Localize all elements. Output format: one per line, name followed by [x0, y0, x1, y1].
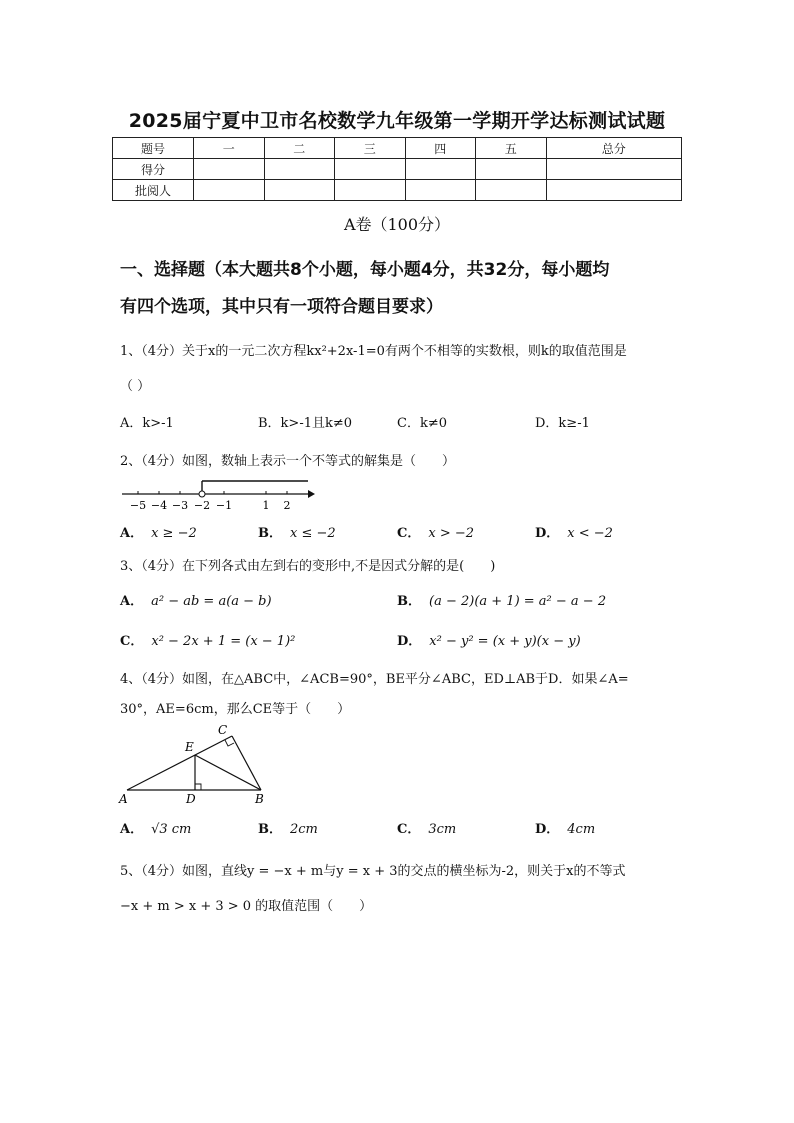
table-cell[interactable]	[405, 159, 476, 180]
option-text: a² − ab = a(a − b)	[151, 594, 272, 609]
table-row	[113, 180, 682, 201]
right-angle-mark-d	[195, 784, 201, 790]
exam-title: 2025届宁夏中卫市名校数学九年级第一学期开学达标测试试题	[128, 110, 666, 132]
table-cell[interactable]	[335, 180, 406, 201]
question-4-stem: 30°，AE=6cm，那么CE等于（ ）	[120, 702, 351, 717]
table-row	[113, 138, 682, 159]
question-2-option-b[interactable]	[258, 522, 336, 541]
option-letter: C．	[397, 526, 421, 541]
table-cell: 一	[194, 138, 265, 159]
option-letter: A．	[120, 526, 144, 541]
table-cell[interactable]	[194, 180, 265, 201]
option-letter: A．	[120, 822, 144, 837]
option-text: √3 cm	[151, 822, 192, 837]
option-letter: B．	[258, 822, 282, 837]
number-line-arrow	[308, 490, 315, 498]
option-text: x ≤ −2	[290, 526, 336, 541]
option-text: x² − y² = (x + y)(x − y)	[429, 634, 581, 649]
option-letter: A．	[120, 594, 144, 609]
question-2-option-c[interactable]	[397, 522, 474, 541]
question-5-stem: 5、（4分）如图，直线y = −x + m与y = x + 3的交点的横坐标为-2，则关于x的不等式	[120, 864, 626, 879]
question-4-stem: 4、（4分）如图，在△ABC中，∠ACB=90°，BE平分∠ABC，ED⊥AB于D．如果∠A=	[120, 672, 629, 687]
option-letter: B．	[397, 594, 421, 609]
option-letter: D．	[535, 526, 560, 541]
question-4-option-c[interactable]	[397, 818, 456, 837]
option-text: 4cm	[567, 822, 596, 837]
option-text: 3cm	[428, 822, 457, 837]
number-line-figure	[118, 474, 318, 514]
section-a-title: A卷（100分）	[343, 215, 451, 234]
question-2-option-a[interactable]	[120, 522, 197, 541]
vertex-label: D	[186, 792, 196, 806]
question-4-option-a[interactable]	[120, 818, 191, 837]
question-3-option-c[interactable]	[120, 630, 295, 649]
table-cell[interactable]	[194, 159, 265, 180]
question-5-stem: −x + m > x + 3 > 0 的取值范围（ ）	[120, 899, 373, 914]
table-cell[interactable]	[405, 180, 476, 201]
triangle-figure	[115, 720, 275, 808]
option-text: x > −2	[428, 526, 475, 541]
option-letter: D．	[397, 634, 422, 649]
question-3-stem: 3、（4分）在下列各式由左到右的变形中,不是因式分解的是( )	[120, 559, 496, 574]
vertex-label: C	[218, 723, 228, 737]
option-text: x² − 2x + 1 = (x − 1)²	[151, 634, 296, 649]
tick-label: −4	[150, 499, 168, 512]
tick-label: 2	[283, 499, 291, 512]
option-text: x < −2	[567, 526, 613, 541]
table-cell: 题号	[113, 138, 194, 159]
part1-heading: 有四个选项，其中只有一项符合题目要求）	[120, 297, 443, 317]
table-cell: 四	[405, 138, 476, 159]
table-cell: 得分	[113, 159, 194, 180]
question-2-stem: 2、（4分）如图，数轴上表示一个不等式的解集是（ ）	[120, 454, 456, 469]
table-cell[interactable]	[264, 159, 335, 180]
side-ac	[127, 736, 232, 790]
question-1-stem: 1、（4分）关于x的一元二次方程kx²+2x-1=0有两个不相等的实数根，则k的取值范围是	[120, 344, 627, 359]
option-text: x ≥ −2	[151, 526, 197, 541]
question-1-option-a[interactable]: A．k>-1	[120, 416, 174, 431]
right-angle-mark-c	[225, 740, 234, 746]
question-3-option-b[interactable]	[397, 590, 606, 609]
question-4-option-d[interactable]	[535, 818, 595, 837]
table-cell[interactable]	[264, 180, 335, 201]
question-3-option-d[interactable]	[397, 630, 581, 649]
vertex-label: A	[119, 792, 128, 806]
tick-label: 1	[262, 499, 270, 512]
question-4-option-b[interactable]	[258, 818, 318, 837]
table-row	[113, 159, 682, 180]
vertex-label: B	[255, 792, 264, 806]
question-1-option-d[interactable]: D．k≥-1	[535, 416, 590, 431]
part1-heading: 一、选择题（本大题共8个小题，每小题4分，共32分，每小题均	[120, 260, 610, 280]
option-letter: D．	[535, 822, 560, 837]
question-2-option-d[interactable]	[535, 522, 613, 541]
score-table	[112, 137, 682, 201]
question-1-paren: （ ）	[120, 379, 151, 394]
table-cell[interactable]	[476, 180, 547, 201]
tick-label: −5	[129, 499, 147, 512]
table-cell[interactable]	[546, 180, 682, 201]
question-3-option-a[interactable]	[120, 590, 272, 609]
table-cell[interactable]	[546, 159, 682, 180]
tick-label: −3	[171, 499, 189, 512]
option-letter: B．	[258, 526, 282, 541]
tick-label: −1	[215, 499, 233, 512]
option-letter: C．	[120, 634, 144, 649]
table-cell: 二	[264, 138, 335, 159]
option-letter: C．	[397, 822, 421, 837]
vertex-label: E	[185, 740, 194, 754]
table-cell: 三	[335, 138, 406, 159]
open-point	[199, 491, 205, 497]
tick-label: −2	[193, 499, 211, 512]
table-cell[interactable]	[476, 159, 547, 180]
option-text: (a − 2)(a + 1) = a² − a − 2	[429, 594, 607, 609]
question-1-option-c[interactable]: C．k≠0	[397, 416, 447, 431]
table-cell: 总分	[546, 138, 682, 159]
question-1-option-b[interactable]: B．k>-1且k≠0	[258, 416, 353, 431]
table-cell: 批阅人	[113, 180, 194, 201]
option-text: 2cm	[290, 822, 318, 837]
table-cell[interactable]	[335, 159, 406, 180]
table-cell: 五	[476, 138, 547, 159]
